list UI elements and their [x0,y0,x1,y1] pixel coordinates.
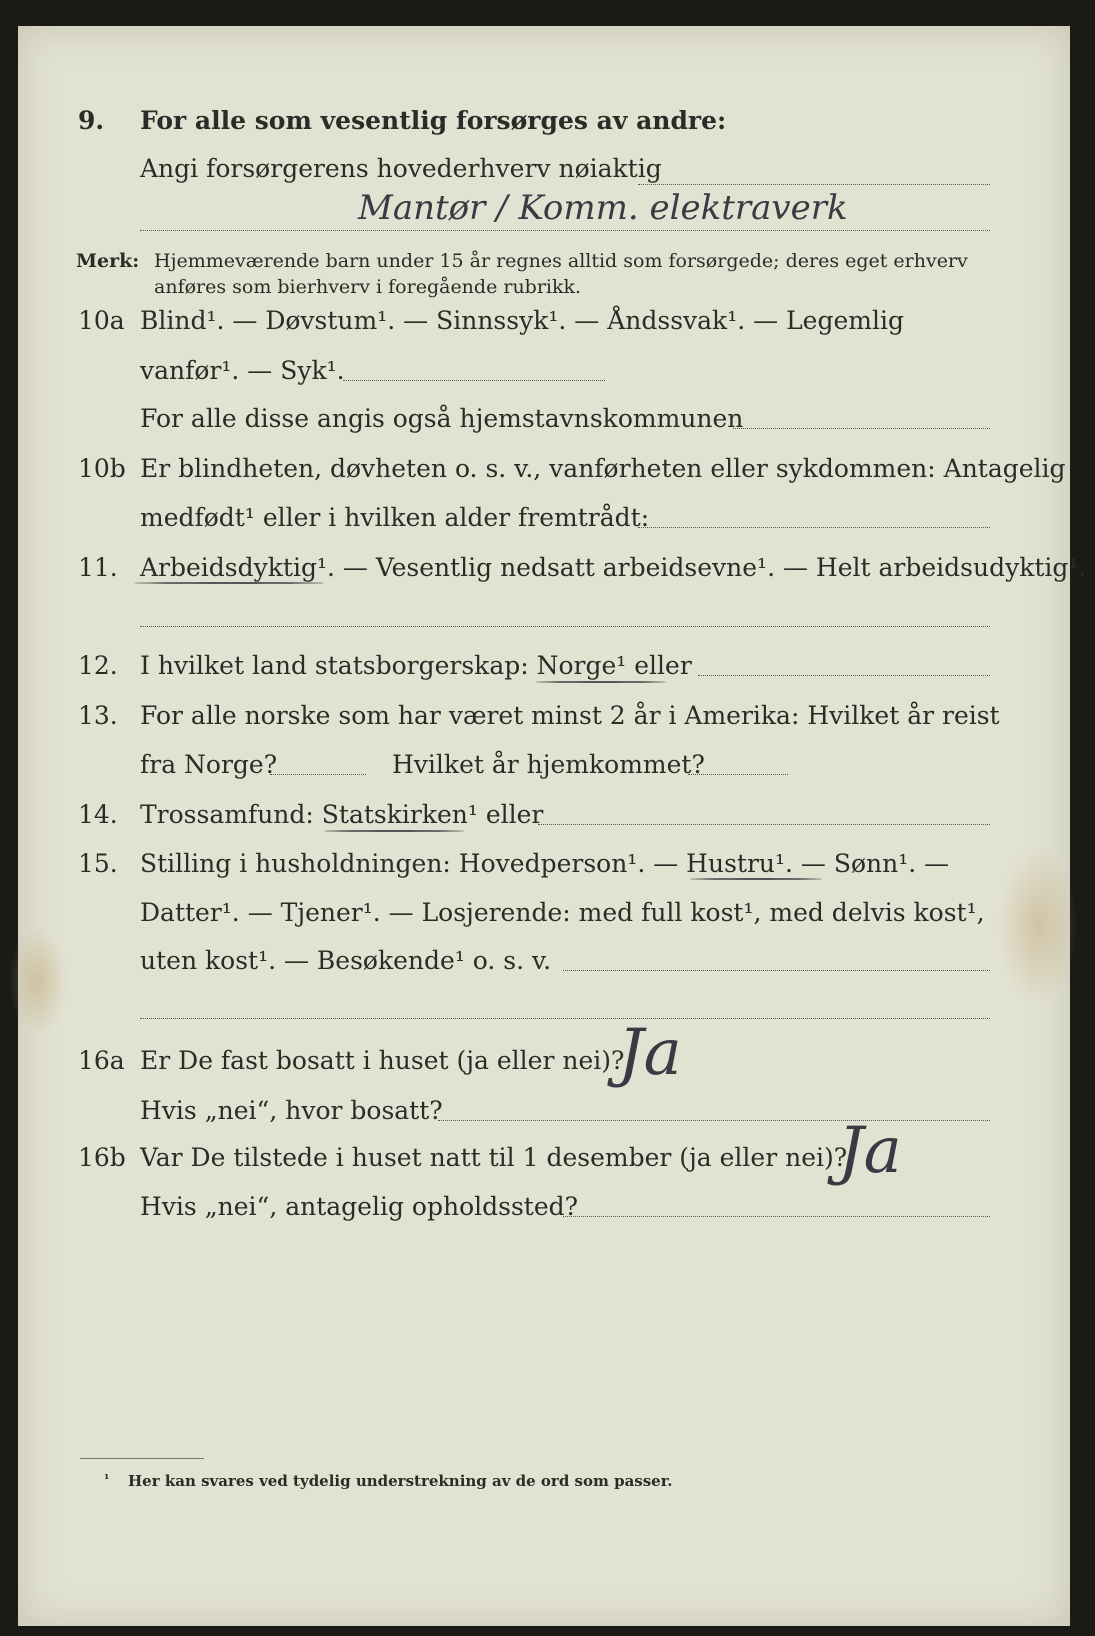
merk-text-2: anføres som bierhverv i foregående rubrikk. [154,276,582,298]
handwritten-underline [690,878,822,880]
question-16a-line-2: Hvis „nei“, hvor bosatt? [140,1096,443,1125]
question-15-line-3: uten kost¹. — Besøkende¹ o. s. v. [140,946,552,975]
answer-line [140,1018,990,1019]
question-number-13: 13. [78,701,118,730]
question-number-10a: 10a [78,306,125,335]
question-10a-line-3: For alle disse angis også hjemstavnskommunen [140,404,744,433]
handwritten-answer-16a: Ja [618,1016,682,1090]
answer-line [638,184,990,185]
question-10b-line-2: medfødt¹ eller i hvilken alder fremtrådt: [140,503,650,532]
answer-line [538,824,990,825]
answer-line [638,527,990,528]
question-number-14: 14. [78,800,118,829]
answer-line [688,774,788,775]
question-number-16b: 16b [78,1143,126,1172]
question-15-line-2: Datter¹. — Tjener¹. — Losjerende: med full kost¹, med delvis kost¹, [140,898,985,927]
question-15-line-1: Stilling i husholdningen: Hovedperson¹. — Hustru¹. — Sønn¹. — [140,849,950,878]
question-16b-line-1: Var De tilstede i huset natt til 1 desember (ja eller nei)? [140,1143,848,1172]
handwritten-underline [536,681,666,683]
question-10a-line-2: vanfør¹. — Syk¹. [140,356,345,385]
question-13-line-1: For alle norske som har været minst 2 år i Amerika: Hvilket år reist [140,701,1000,730]
answer-line [270,774,366,775]
answer-line [140,230,990,231]
question-16a-line-1: Er De fast bosatt i huset (ja eller nei)? [140,1046,625,1075]
footnote-mark: ¹ [104,1472,110,1486]
census-form-page [18,26,1087,1626]
question-13-line-2a: fra Norge? [140,750,278,779]
merk-text-1: Hjemmeværende barn under 15 år regnes alltid som forsørgede; deres eget erhverv [154,250,968,272]
footnote-text: Her kan svares ved tydelig understrekning av de ord som passer. [128,1472,673,1490]
answer-line [343,380,605,381]
question-9-title: For alle som vesentlig forsørges av andre: [140,106,727,135]
question-11-line-1: Arbeidsdyktig¹. — Vesentlig nedsatt arbeidsevne¹. — Helt arbeidsudyktig¹. [140,553,1087,582]
paper-stain [998,846,1078,1006]
footnote-rule [80,1458,204,1459]
question-number-12: 12. [78,651,118,680]
answer-line [563,970,990,971]
handwritten-underline [134,582,324,584]
question-13-line-2b: Hvilket år hjemkommet? [392,750,705,779]
answer-line [140,626,990,627]
question-number-9: 9. [78,106,105,135]
question-9-line: Angi forsørgerens hovederhverv nøiaktig [140,154,662,183]
question-14-line-1: Trossamfund: Statskirken¹ eller [140,800,544,829]
answer-line [438,1120,990,1121]
answer-line [563,1216,990,1217]
question-12-line-1: I hvilket land statsborgerskap: Norge¹ eller [140,651,692,680]
paper-stain [8,926,68,1036]
question-number-10b: 10b [78,454,126,483]
handwritten-answer-16b: Ja [838,1114,902,1188]
question-16b-line-2: Hvis „nei“, antagelig opholdssted? [140,1192,579,1221]
answer-line [733,428,990,429]
question-10a-line-1: Blind¹. — Døvstum¹. — Sinnssyk¹. — Åndssvak¹. — Legemlig [140,306,904,335]
merk-label: Merk: [76,250,140,272]
answer-line [698,675,990,676]
handwritten-underline [324,830,464,832]
question-number-15: 15. [78,849,118,878]
question-number-11: 11. [78,553,118,582]
question-number-16a: 16a [78,1046,125,1075]
handwritten-answer-9: Mantør / Komm. elektraverk [358,188,848,228]
question-10b-line-1: Er blindheten, døvheten o. s. v., vanførheten eller sykdommen: Antagelig [140,454,1066,483]
